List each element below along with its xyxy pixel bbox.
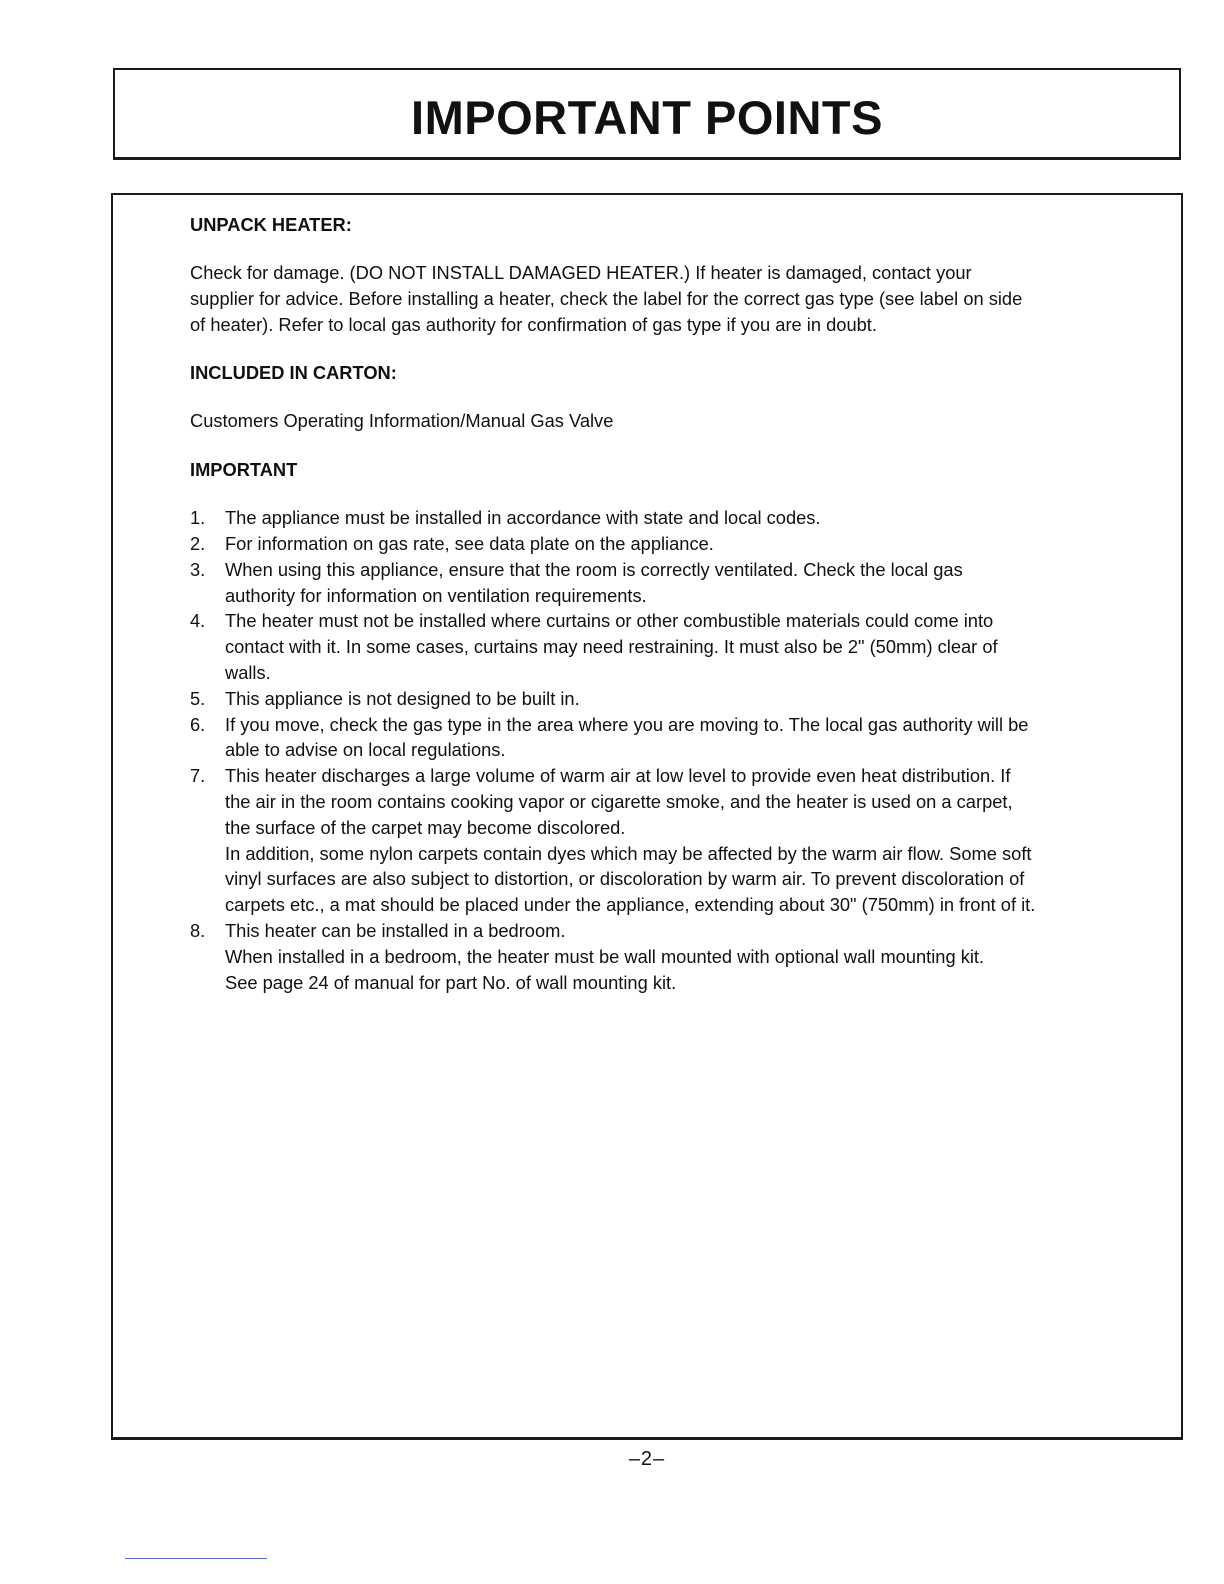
included-in-carton-heading: INCLUDED IN CARTON:: [190, 362, 397, 384]
list-item: [190, 918, 1120, 995]
item-line: contact with it. In some cases, curtains may need restraining. It must also be 2" (50mm) clear of: [225, 636, 998, 658]
item-text: [225, 557, 1120, 609]
page-number: –2–: [628, 1448, 666, 1470]
list-item: [190, 531, 1120, 557]
unpack-line: Check for damage. (DO NOT INSTALL DAMAGED HEATER.) If heater is damaged, contact your: [190, 262, 972, 283]
item-line: For information on gas rate, see data plate on the appliance.: [225, 532, 714, 554]
item-line: authority for information on ventilation requirements.: [225, 584, 647, 606]
item-line: The appliance must be installed in accordance with state and local codes.: [225, 507, 821, 529]
item-line: This heater can be installed in a bedroom.: [225, 919, 566, 941]
item-number: 8.: [190, 919, 206, 941]
item-line: the air in the room contains cooking vapor or cigarette smoke, and the heater is used on a carpet,: [225, 790, 1013, 812]
important-list: [190, 505, 1120, 995]
item-line: When installed in a bedroom, the heater must be wall mounted with optional wall mounting kit.: [225, 945, 985, 967]
unpack-line: supplier for advice. Before installing a heater, check the label for the correct gas type (see label on side: [190, 287, 1023, 309]
title-box: [113, 68, 1181, 160]
bottom-rule: [125, 1558, 267, 1559]
list-item: [190, 712, 1120, 764]
list-item: [190, 763, 1120, 918]
item-text: [225, 763, 1120, 918]
item-line: In addition, some nylon carpets contain dyes which may be affected by the warm air flow. Some soft: [225, 842, 1032, 864]
item-text: [225, 918, 1120, 995]
unpack-heater-text: [190, 260, 1120, 337]
item-line: See page 24 of manual for part No. of wall mounting kit.: [225, 971, 677, 993]
list-item: [190, 608, 1120, 685]
item-text: [225, 505, 1120, 531]
item-text: [225, 686, 1120, 712]
item-line: If you move, check the gas type in the area where you are moving to. The local gas authority will be: [225, 713, 1029, 735]
item-line: This appliance is not designed to be built in.: [225, 687, 580, 709]
item-line: walls.: [225, 661, 271, 683]
included-in-carton-text: Customers Operating Information/Manual Gas Valve: [190, 410, 614, 432]
item-number: 5.: [190, 687, 206, 709]
item-text: [225, 531, 1120, 557]
item-number: 1.: [190, 507, 206, 529]
content-body: [190, 210, 1120, 995]
important-heading: IMPORTANT: [190, 459, 298, 481]
item-line: vinyl surfaces are also subject to distortion, or discoloration by warm air. To prevent discoloration of: [225, 868, 1025, 890]
item-line: When using this appliance, ensure that the room is correctly ventilated. Check the local gas: [225, 558, 963, 580]
list-item: [190, 505, 1120, 531]
page-title: IMPORTANT POINTS: [411, 91, 883, 144]
content-box: [111, 193, 1183, 1440]
item-text: [225, 712, 1120, 764]
item-number: 3.: [190, 558, 206, 580]
list-item: [190, 557, 1120, 609]
item-line: the surface of the carpet may become discolored.: [225, 816, 626, 838]
item-number: 7.: [190, 765, 206, 787]
item-text: [225, 608, 1120, 685]
list-item: [190, 686, 1120, 712]
item-line: This heater discharges a large volume of warm air at low level to provide even heat distribution. If: [225, 765, 1011, 787]
item-line: The heater must not be installed where curtains or other combustible materials could come into: [225, 610, 994, 632]
item-number: 2.: [190, 532, 206, 554]
item-line: able to advise on local regulations.: [225, 739, 506, 761]
unpack-line: of heater). Refer to local gas authority for confirmation of gas type if you are in doubt.: [190, 313, 877, 335]
unpack-heater-heading: UNPACK HEATER:: [190, 214, 352, 235]
item-number: 4.: [190, 610, 206, 632]
item-number: 6.: [190, 713, 206, 735]
item-line: carpets etc., a mat should be placed under the appliance, extending about 30" (750mm) in front of it.: [225, 894, 1036, 916]
